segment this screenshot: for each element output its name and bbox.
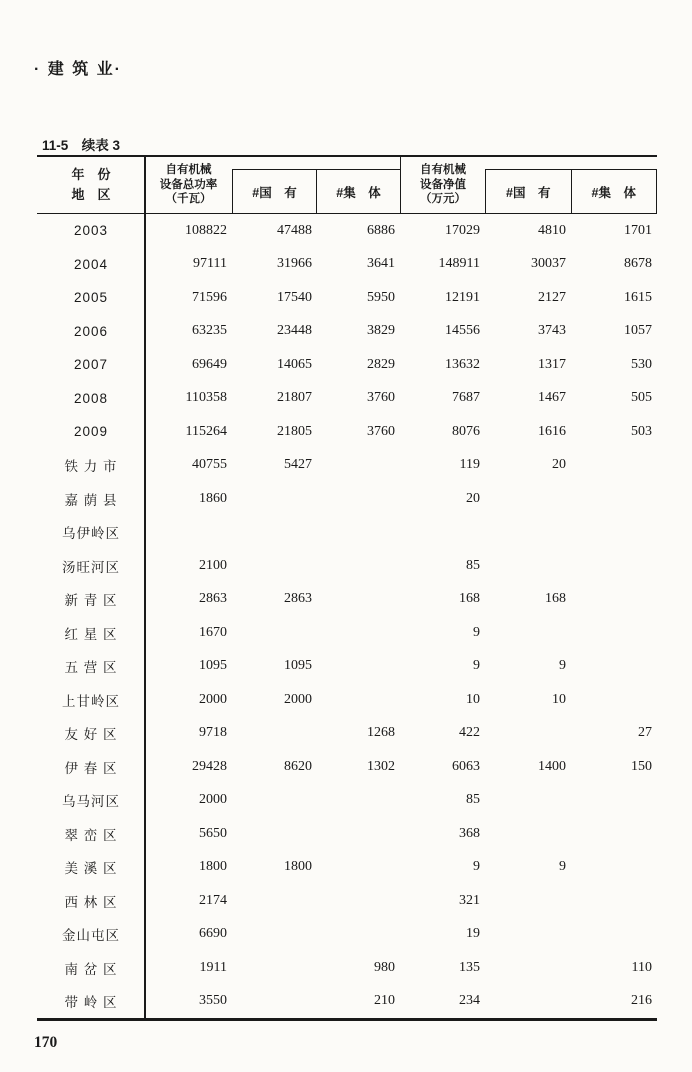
- header-value-sub-box: [485, 169, 657, 213]
- header-power-line3: （千瓦）: [165, 193, 212, 206]
- table-row: [37, 214, 657, 248]
- table-row: [37, 415, 657, 449]
- power-collective-cell: 210: [374, 993, 395, 1009]
- power-state-cell: 47488: [277, 222, 312, 238]
- table-row: [37, 884, 657, 918]
- value-total-cell: 14556: [445, 323, 480, 339]
- value-collective-cell: 1057: [624, 323, 652, 339]
- value-total-cell: 234: [459, 993, 480, 1009]
- value-total-cell: 135: [459, 959, 480, 975]
- power-total-cell: 1911: [199, 959, 227, 975]
- value-state-cell: 1317: [538, 356, 566, 372]
- power-state-cell: 17540: [277, 289, 312, 305]
- power-collective-cell: 980: [374, 959, 395, 975]
- year-region-label: 翠 峦 区: [64, 827, 118, 843]
- value-total-cell: 10: [466, 691, 480, 707]
- value-total-cell: 9: [473, 859, 480, 875]
- year-region-label: 2008: [73, 390, 109, 406]
- table-row: [37, 281, 657, 315]
- year-region-label: 金山屯区: [62, 928, 120, 944]
- power-total-cell: 97111: [193, 256, 227, 272]
- year-region-label: 嘉 荫 县: [64, 492, 118, 508]
- power-state-cell: 14065: [277, 356, 312, 372]
- power-total-cell: 5650: [199, 825, 227, 841]
- power-total-cell: 3550: [199, 993, 227, 1009]
- header-value-line3: （万元）: [420, 193, 466, 206]
- power-total-cell: 1860: [199, 490, 227, 506]
- table-row: [37, 650, 657, 684]
- value-collective-cell: 1701: [624, 222, 652, 238]
- value-total-cell: 7687: [452, 390, 480, 406]
- header-power-sub-box: [232, 169, 400, 213]
- header-value-collective: #集 体: [571, 170, 657, 213]
- year-region-label: 铁 力 市: [64, 459, 118, 475]
- table-row: [37, 951, 657, 985]
- power-state-cell: 21807: [277, 390, 312, 406]
- header-power-line2: 设备总功率: [159, 178, 218, 191]
- year-region-label: 伊 春 区: [64, 760, 118, 776]
- power-total-cell: 2863: [199, 591, 227, 607]
- table-row: [37, 583, 657, 617]
- power-total-cell: 2100: [199, 557, 227, 573]
- power-state-cell: 21805: [277, 423, 312, 439]
- table-row: [37, 248, 657, 282]
- table-row: [37, 616, 657, 650]
- year-region-label: 红 星 区: [64, 626, 118, 642]
- value-state-cell: 2127: [538, 289, 566, 305]
- power-state-cell: 5427: [284, 457, 312, 473]
- power-collective-cell: 3760: [367, 390, 395, 406]
- table-row: [37, 985, 657, 1019]
- value-collective-cell: 505: [631, 390, 652, 406]
- power-total-cell: 40755: [192, 457, 227, 473]
- power-total-cell: 29428: [192, 758, 227, 774]
- power-collective-cell: 3829: [367, 323, 395, 339]
- page-number: 170: [34, 1034, 58, 1051]
- year-region-label: 上甘岭区: [62, 693, 120, 709]
- year-region-label: 乌马河区: [62, 794, 120, 810]
- value-total-cell: 368: [459, 825, 480, 841]
- power-total-cell: 110358: [185, 390, 227, 406]
- power-collective-cell: 2829: [367, 356, 395, 372]
- power-collective-cell: 5950: [367, 289, 395, 305]
- year-region-label: 带 岭 区: [64, 995, 118, 1011]
- value-total-cell: 85: [466, 792, 480, 808]
- power-collective-cell: 1302: [367, 758, 395, 774]
- value-state-cell: 20: [552, 457, 566, 473]
- value-total-cell: 13632: [445, 356, 480, 372]
- value-total-cell: 8076: [452, 423, 480, 439]
- year-region-label: 南 岔 区: [64, 961, 118, 977]
- value-total-cell: 12191: [445, 289, 480, 305]
- power-total-cell: 115264: [185, 423, 227, 439]
- table-row: [37, 750, 657, 784]
- value-state-cell: 9: [559, 658, 566, 674]
- table-row: [37, 348, 657, 382]
- power-state-cell: 8620: [284, 758, 312, 774]
- header-power-collective: #集 体: [316, 170, 400, 213]
- table-row: [37, 784, 657, 818]
- header-year-line: 年 份: [71, 166, 111, 182]
- table-row: [37, 449, 657, 483]
- table-row: [37, 382, 657, 416]
- value-collective-cell: 530: [631, 356, 652, 372]
- power-collective-cell: 3641: [367, 256, 395, 272]
- value-state-cell: 1400: [538, 758, 566, 774]
- table-row: [37, 817, 657, 851]
- value-collective-cell: 8678: [624, 256, 652, 272]
- power-total-cell: 2000: [199, 792, 227, 808]
- value-total-cell: 17029: [445, 222, 480, 238]
- value-collective-cell: 1615: [624, 289, 652, 305]
- value-state-cell: 3743: [538, 323, 566, 339]
- power-total-cell: 1095: [199, 658, 227, 674]
- year-region-label: 2009: [73, 424, 109, 440]
- header-value-line1: 自有机械: [420, 163, 466, 176]
- value-state-cell: 10: [552, 691, 566, 707]
- year-region-label: 西 林 区: [64, 894, 118, 910]
- year-region-label: 2003: [73, 223, 109, 239]
- power-total-cell: 69649: [192, 356, 227, 372]
- column-divider-line: [144, 157, 146, 1018]
- power-total-cell: 6690: [199, 926, 227, 942]
- power-total-cell: 2174: [199, 892, 227, 908]
- header-power-state: #国 有: [252, 185, 297, 200]
- value-total-cell: 6063: [452, 758, 480, 774]
- value-state-cell: 168: [545, 591, 566, 607]
- value-state-cell: 1616: [538, 423, 566, 439]
- table-caption: 11-5 续表 3: [42, 138, 121, 153]
- header-value-state: #国 有: [506, 185, 551, 200]
- table-row: [37, 482, 657, 516]
- year-region-label: 美 溪 区: [64, 861, 118, 877]
- power-state-cell: 23448: [277, 323, 312, 339]
- header-value-line2: 设备净值: [420, 178, 466, 191]
- power-collective-cell: 3760: [367, 423, 395, 439]
- table-row: [37, 717, 657, 751]
- power-state-cell: 1800: [284, 859, 312, 875]
- power-total-cell: 63235: [192, 323, 227, 339]
- header-power-group: [145, 157, 232, 213]
- value-total-cell: 19: [466, 926, 480, 942]
- value-total-cell: 20: [466, 490, 480, 506]
- value-collective-cell: 110: [631, 959, 652, 975]
- header-year-region: [37, 157, 145, 213]
- table-row: [37, 683, 657, 717]
- year-region-label: 五 营 区: [64, 660, 118, 676]
- power-collective-cell: 6886: [367, 222, 395, 238]
- year-region-label: 2005: [73, 290, 109, 306]
- value-total-cell: 119: [459, 457, 480, 473]
- year-region-label: 汤旺河区: [62, 559, 120, 575]
- value-collective-cell: 27: [638, 725, 652, 741]
- power-total-cell: 108822: [185, 222, 227, 238]
- power-state-cell: 31966: [277, 256, 312, 272]
- power-total-cell: 1670: [199, 624, 227, 640]
- value-state-cell: 4810: [538, 222, 566, 238]
- table-row: [37, 549, 657, 583]
- power-total-cell: 71596: [192, 289, 227, 305]
- value-collective-cell: 216: [631, 993, 652, 1009]
- value-collective-cell: 503: [631, 423, 652, 439]
- year-region-label: 2006: [73, 323, 109, 339]
- value-total-cell: 422: [459, 725, 480, 741]
- power-state-cell: 2000: [284, 691, 312, 707]
- year-region-label: 2004: [73, 256, 109, 272]
- table-row: [37, 315, 657, 349]
- value-total-cell: 9: [473, 624, 480, 640]
- value-total-cell: 168: [459, 591, 480, 607]
- year-region-label: 2007: [73, 357, 109, 373]
- power-state-cell: 1095: [284, 658, 312, 674]
- year-region-label: 新 青 区: [64, 593, 118, 609]
- statistics-table: [37, 155, 657, 1021]
- power-state-cell: 2863: [284, 591, 312, 607]
- table-body: [37, 214, 657, 1018]
- table-row: [37, 516, 657, 550]
- table-header: [37, 157, 657, 214]
- value-state-cell: 30037: [531, 256, 566, 272]
- value-total-cell: 148911: [438, 256, 480, 272]
- value-total-cell: 85: [466, 557, 480, 573]
- header-value-group: [400, 157, 485, 213]
- table-row: [37, 851, 657, 885]
- value-total-cell: 321: [459, 892, 480, 908]
- power-collective-cell: 1268: [367, 725, 395, 741]
- year-region-label: 友 好 区: [64, 727, 118, 743]
- table-row: [37, 918, 657, 952]
- value-state-cell: 1467: [538, 390, 566, 406]
- value-state-cell: 9: [559, 859, 566, 875]
- value-collective-cell: 150: [631, 758, 652, 774]
- power-total-cell: 1800: [199, 859, 227, 875]
- power-total-cell: 2000: [199, 691, 227, 707]
- value-total-cell: 9: [473, 658, 480, 674]
- year-region-label: 乌伊岭区: [62, 526, 120, 542]
- power-total-cell: 9718: [199, 725, 227, 741]
- header-power-line1: 自有机械: [165, 163, 212, 176]
- header-region-line: 地 区: [71, 187, 111, 202]
- section-header: · 建 筑 业·: [34, 61, 122, 78]
